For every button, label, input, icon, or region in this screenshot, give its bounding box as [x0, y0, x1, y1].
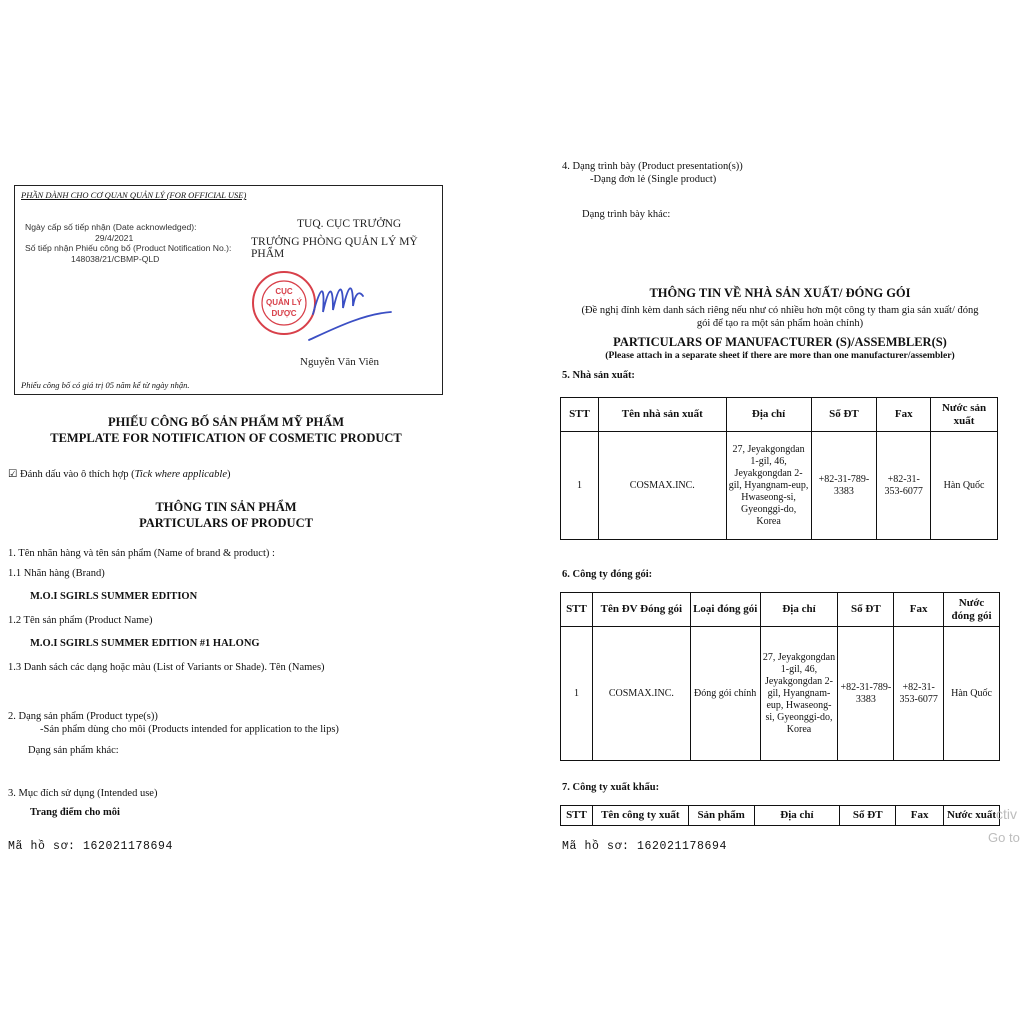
header-fax: Fax — [894, 593, 944, 627]
intended-use-value: Trang điểm cho môi — [30, 807, 120, 818]
header-fax: Fax — [896, 806, 944, 826]
date-label: Ngày cấp số tiếp nhận (Date acknowledged): — [25, 222, 197, 232]
acknowledgement-block — [25, 222, 231, 264]
validity-note: Phiếu công bố có giá trị 05 năm kể từ ngày nhận. — [21, 380, 190, 390]
presentation-other: Dạng trình bày khác: — [582, 209, 671, 220]
manufacturer-title-en: PARTICULARS OF MANUFACTURER (S)/ASSEMBLER(S) — [613, 335, 947, 349]
item-6: 6. Công ty đóng gói: — [562, 569, 653, 580]
section-title-vi: THÔNG TIN SẢN PHẨM — [155, 500, 297, 514]
table-row — [561, 432, 998, 540]
cell-phone: +82-31-789-3383 — [838, 627, 894, 761]
notification-number-value: 148038/21/CBMP-QLD — [71, 253, 160, 264]
signer-title-2: TRƯỞNG PHÒNG QUẢN LÝ MỸ PHẨM — [251, 236, 418, 260]
table-row — [561, 627, 1000, 761]
cell-address: 27, Jeyakgongdan 1-gil, 46, Jeyakgongdan 2-gil, Hyangnam-eup, Hwaseong-si, Gyeonggi-do, Korea — [726, 432, 811, 540]
header-country: Nước xuất — [944, 806, 1000, 826]
header-assembly-type: Loại đóng gói — [690, 593, 760, 627]
item-2: 2. Dạng sản phẩm (Product type(s)) — [8, 711, 158, 722]
notification-number-label: Số tiếp nhận Phiếu công bố (Product Notification No.): — [25, 243, 232, 253]
header-product: Sản phẩm — [688, 806, 754, 826]
item-1: 1. Tên nhãn hàng và tên sản phẩm (Name of brand & product) : — [8, 548, 275, 559]
tick-note-prefix: ☑ Đánh dấu vào ô thích hợp ( — [8, 469, 135, 480]
signer-name: Nguyễn Văn Viên — [300, 356, 379, 368]
cell-manufacturer-name: COSMAX.INC. — [598, 432, 726, 540]
header-phone: Số ĐT — [838, 593, 894, 627]
activation-watermark-line-1: ctiv — [996, 806, 1017, 822]
signer-title-1: TUQ. CỤC TRƯỞNG — [297, 218, 402, 230]
table-header-row — [561, 593, 1000, 627]
manufacturer-note-vi-2: gói để tạo ra một sản phẩm hoàn chỉnh) — [696, 318, 864, 329]
official-use-header: PHẦN DÀNH CHO CƠ QUAN QUẢN LÝ (FOR OFFICIAL USE) — [21, 190, 247, 200]
page-title-en: TEMPLATE FOR NOTIFICATION OF COSMETIC PRODUCT — [50, 431, 402, 445]
header-country: Nước đóng gói — [944, 593, 1000, 627]
header-phone: Số ĐT — [840, 806, 896, 826]
item-1-2: 1.2 Tên sản phẩm (Product Name) — [8, 615, 153, 626]
header-assembler-name: Tên ĐV Đóng gói — [592, 593, 690, 627]
header-fax: Fax — [877, 398, 931, 432]
cell-stt: 1 — [561, 432, 599, 540]
assembler-table — [560, 592, 1000, 761]
cell-stt: 1 — [561, 627, 593, 761]
page-title-vi: PHIẾU CÔNG BỐ SẢN PHẨM MỸ PHẨM — [107, 415, 345, 429]
item-5: 5. Nhà sản xuất: — [562, 370, 635, 381]
exporter-table — [560, 805, 1000, 826]
header-stt: STT — [561, 593, 593, 627]
header-stt: STT — [561, 806, 593, 826]
item-1-3: 1.3 Danh sách các dạng hoặc màu (List of Variants or Shade). Tên (Names) — [8, 662, 325, 673]
manufacturer-note-en: (Please attach in a separate sheet if there are more than one manufacturer/assembler) — [605, 350, 955, 361]
cell-assembly-type: Đóng gói chính — [690, 627, 760, 761]
header-country: Nước sản xuất — [931, 398, 998, 432]
activation-watermark-line-2: Go to — [988, 830, 1020, 845]
header-manufacturer-name: Tên nhà sản xuất — [598, 398, 726, 432]
tick-note-italic: Tick where applicable — [134, 469, 227, 480]
official-use-box — [14, 185, 443, 395]
cell-phone: +82-31-789-3383 — [811, 432, 877, 540]
manufacturer-title-vi: THÔNG TIN VỀ NHÀ SẢN XUẤT/ ĐÓNG GÓI — [649, 286, 911, 300]
header-address: Địa chỉ — [754, 806, 840, 826]
header-stt: STT — [561, 398, 599, 432]
tick-note — [8, 468, 231, 481]
product-name-value: M.O.I SGIRLS SUMMER EDITION #1 HALONG — [30, 638, 260, 649]
header-address: Địa chỉ — [726, 398, 811, 432]
stamp-line-3: DƯỢC — [271, 309, 297, 318]
item-3: 3. Mục đích sử dụng (Intended use) — [8, 788, 158, 799]
cell-country: Hàn Quốc — [931, 432, 998, 540]
tick-note-suffix: ) — [227, 469, 231, 480]
cell-country: Hàn Quốc — [944, 627, 1000, 761]
file-number-right: Mã hồ sơ: 162021178694 — [562, 840, 728, 853]
cell-address: 27, Jeyakgongdan 1-gil, 46, Jeyakgongdan 2-gil, Hyangnam-eup, Hwaseong-si, Gyeonggi-do, Korea — [760, 627, 838, 761]
product-type-other: Dạng sản phẩm khác: — [28, 745, 119, 756]
manufacturer-note-vi-1: (Đề nghị đính kèm danh sách riêng nếu như có nhiều hơn một công ty tham gia sản xuất/ đóng — [581, 305, 979, 316]
brand-value: M.O.I SGIRLS SUMMER EDITION — [30, 591, 198, 602]
presentation-value: -Dạng đơn lẻ (Single product) — [590, 174, 717, 185]
handwritten-signature — [303, 274, 403, 344]
date-value: 29/4/2021 — [95, 232, 134, 243]
manufacturer-table — [560, 397, 998, 540]
product-type-value: -Sản phẩm dùng cho môi (Products intended for application to the lips) — [40, 724, 339, 735]
file-number-left: Mã hồ sơ: 162021178694 — [8, 840, 174, 853]
cell-fax: +82-31-353-6077 — [894, 627, 944, 761]
stamp-line-1: CỤC — [275, 287, 293, 296]
item-7: 7. Công ty xuất khẩu: — [562, 782, 660, 793]
header-exporter-name: Tên công ty xuất — [592, 806, 688, 826]
table-header-row — [561, 398, 998, 432]
header-phone: Số ĐT — [811, 398, 877, 432]
cell-fax: +82-31-353-6077 — [877, 432, 931, 540]
item-1-1: 1.1 Nhãn hàng (Brand) — [8, 568, 105, 579]
stamp-line-2: QUẢN LÝ — [266, 298, 302, 307]
cell-assembler-name: COSMAX.INC. — [592, 627, 690, 761]
table-header-row — [561, 806, 1000, 826]
header-address: Địa chỉ — [760, 593, 838, 627]
item-4: 4. Dạng trình bày (Product presentation(s)) — [562, 161, 743, 172]
section-title-en: PARTICULARS OF PRODUCT — [139, 516, 313, 530]
